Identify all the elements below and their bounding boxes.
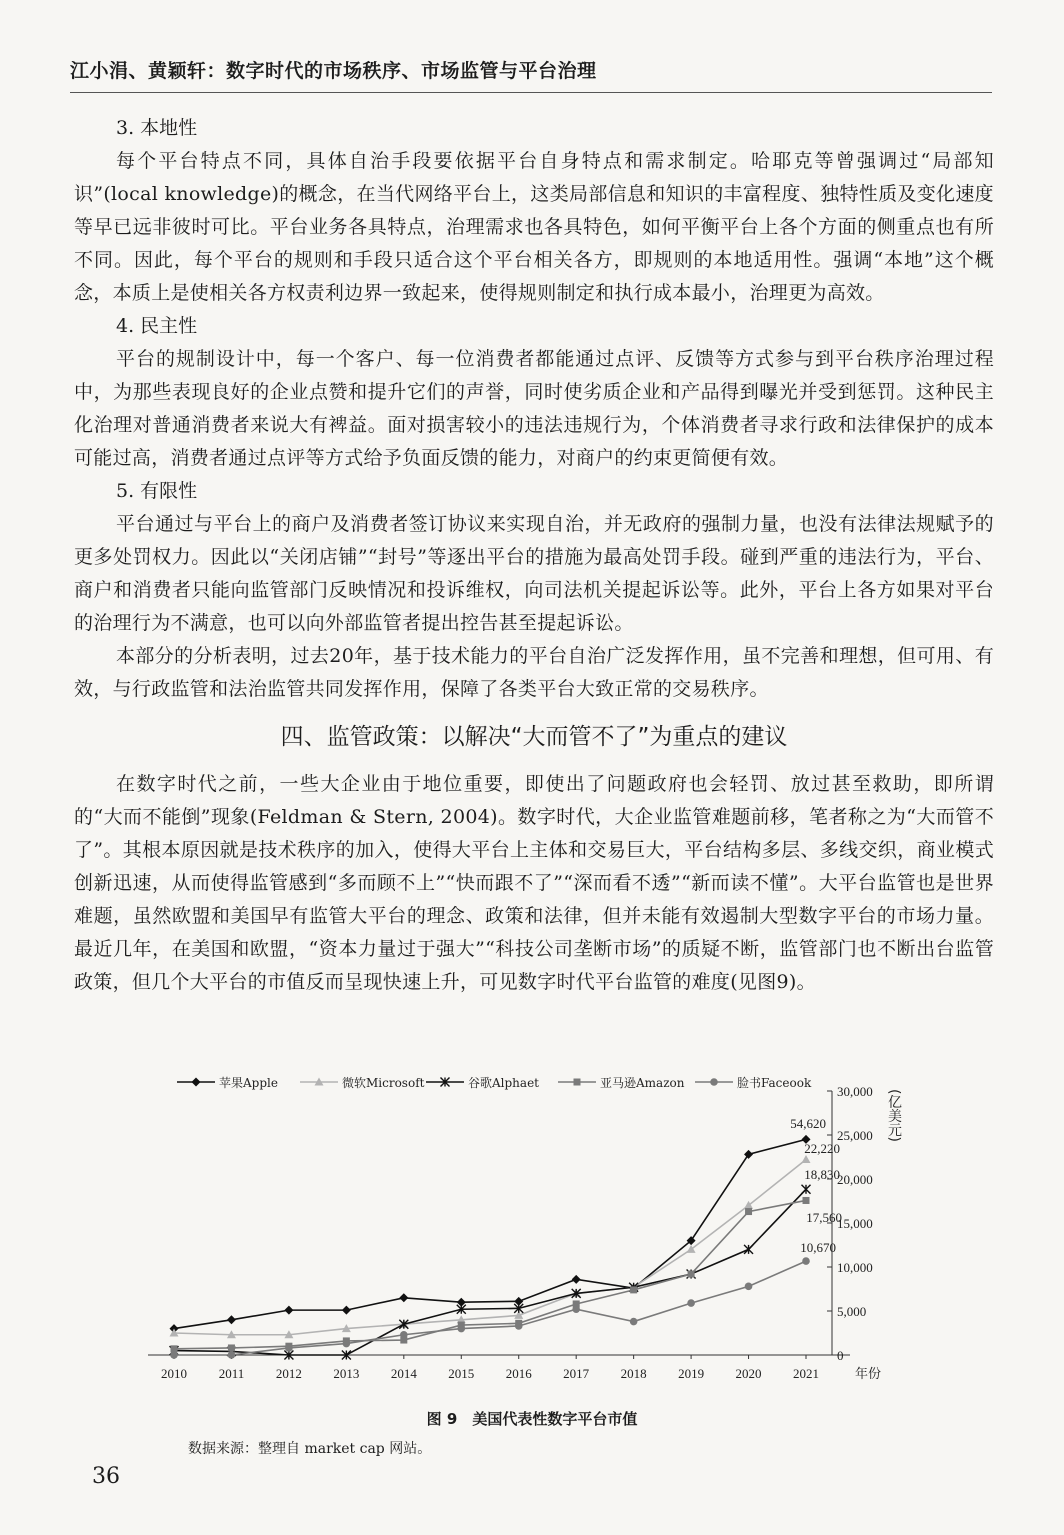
paragraph: 每个平台特点不同，具体自治手段要依据平台自身特点和需求制定。哈耶克等曾强调过“局部知识”(local knowledge)的概念，在当代网络平台上，这类局部信息和知识的丰富程度、独特性质及变化速度等早已远非彼时可比。平台业务各具特点，治理需求也各具特色，如何平衡平台上各个方面的侧重点也有所不同。因此，每个平台的规则和手段只适合这个平台相关各方，即规则的本地适用性。强调“本地”这个概念，本质上是使相关各方权责利边界一致起来，使得规则制定和执行成本最小，治理更为高效。 (74, 150, 994, 304)
circle-marker (170, 1351, 178, 1359)
y-axis-label: (亿美元) (886, 1089, 902, 1142)
paragraph: 平台通过与平台上的商户及消费者签订协议来实现自治，并无政府的强制力量，也没有法律法规赋予的更多处罚权力。因此以“关闭店铺”“封号”等逐出平台的措施为最高处罚手段。碰到严重的违法行为，平台、商户和消费者只能向监管部门反映情况和投诉维权，向司法机关提起诉讼等。此外，平台上各方如果对平台的治理行为不满意，也可以向外部监管者提出控告甚至提起诉讼。 (74, 513, 994, 634)
chart-annotations (790, 1116, 842, 1255)
x-tick-label: 2012 (275, 1366, 302, 1381)
diamond-marker (342, 1306, 351, 1315)
x-tick-label: 2020 (735, 1366, 762, 1381)
series-0 (170, 1135, 811, 1333)
running-header: 江小涓、黄颖轩：数字时代的市场秩序、市场监管与平台治理 (70, 60, 597, 82)
article-body (74, 112, 994, 999)
square-marker (228, 1344, 235, 1351)
circle-marker (630, 1318, 638, 1326)
x-tick-label: 2016 (505, 1366, 532, 1381)
y-tick-label: 25,000 (837, 1128, 873, 1143)
subsection-title-4: 4. 民主性 (116, 315, 198, 337)
figure-source: 数据来源：整理自 market cap 网站。 (188, 1441, 432, 1457)
circle-marker (515, 1322, 523, 1330)
y-tick-label: 5,000 (837, 1304, 867, 1319)
paragraph: 在数字时代之前，一些大企业由于地位重要，即使出了问题政府也会轻罚、放过甚至救助，即所谓的“大而不能倒”现象(Feldman & Stern, 2004)。数字时代，大企业监管难题前移，笔者称之为“大而管不了”。其根本原因就是技术秩序的加入，使得大平台上主体和交易巨大，平台结构多层、多线交织，商业模式创新迅速，从而使得监管感到“多而顾不上”“快而跟不了”“深而看不透”“新而读不懂”。大平台监管也是世界难题，虽然欧盟和美国早有监管大平台的理念、政策和法律，但并未能有效遏制大型数字平台的市场力量。最近几年，在美国和欧盟，“资本力量过于强大”“科技公司垄断市场”的质疑不断，监管部门也不断出台监管政策，但几个大平台的市值反而呈现快速上升，可见数字时代平台监管的难度(见图9)。 (74, 773, 994, 993)
y-tick-label: 10,000 (837, 1260, 873, 1275)
diamond-marker (744, 1150, 753, 1159)
diamond-marker (284, 1306, 293, 1315)
end-value-label: 17,560 (806, 1210, 842, 1225)
x-tick-label: 2018 (620, 1366, 647, 1381)
legend-entry (426, 1076, 539, 1090)
legend-entry (177, 1076, 278, 1090)
legend-label: 亚马逊Amazon (600, 1076, 685, 1090)
end-value-label: 22,220 (804, 1141, 840, 1156)
square-marker (688, 1271, 695, 1278)
series-line (174, 1189, 806, 1355)
diamond-marker (399, 1293, 408, 1302)
circle-marker (457, 1325, 465, 1333)
end-value-label: 18,830 (804, 1167, 840, 1182)
circle-marker (745, 1283, 753, 1291)
circle-marker (572, 1305, 580, 1313)
circle-marker (228, 1351, 236, 1359)
legend-entry (300, 1075, 425, 1090)
square-marker (630, 1286, 637, 1293)
x-tick-label: 2011 (218, 1366, 245, 1381)
x-tick-label: 2010 (161, 1366, 187, 1381)
x-tick-label: 2021 (793, 1366, 819, 1381)
circle-marker (710, 1078, 718, 1086)
x-tick-label: 2015 (448, 1366, 475, 1381)
x-tick-label: 2013 (333, 1366, 360, 1381)
subsection-title-5: 5. 有限性 (116, 480, 198, 502)
circle-marker (400, 1331, 408, 1339)
chart-series (170, 1135, 811, 1360)
square-marker (574, 1079, 581, 1086)
x-axis-label: 年份 (855, 1367, 882, 1382)
y-tick-label: 20,000 (837, 1172, 873, 1187)
paragraph: 本部分的分析表明，过去20年，基于技术能力的平台自治广泛发挥作用，虽不完善和理想，但可用、有效，与行政监管和法治监管共同发挥作用，保障了各类平台大致正常的交易秩序。 (74, 645, 994, 700)
chart-legend (177, 1075, 812, 1090)
section-heading: 四、监管政策：以解决“大而管不了”为重点的建议 (280, 724, 788, 750)
legend-label: 苹果Apple (219, 1076, 278, 1090)
legend-label: 脸书Faceook (737, 1076, 812, 1090)
circle-marker (285, 1344, 293, 1352)
series-3 (171, 1197, 810, 1352)
legend-entry (695, 1075, 812, 1090)
paragraph: 平台的规制设计中，每一个客户、每一位消费者都能通过点评、反馈等方式参与到平台秩序治理过程中，为那些表现良好的企业点赞和提升它们的声誉，同时使劣质企业和产品得到曝光并受到惩罚。这种民主化治理对普通消费者来说大有裨益。面对损害较小的违法违规行为，个体消费者寻求行政和法律保护的成本可能过高，消费者通过点评等方式给予负面反馈的能力，对商户的约束更简便有效。 (74, 348, 994, 469)
square-marker (803, 1197, 810, 1204)
y-tick-label: 15,000 (837, 1216, 873, 1231)
figure-caption: 图 9 美国代表性数字平台市值 (426, 1410, 638, 1428)
y-tick-label: 30,000 (837, 1084, 873, 1099)
header-rule (70, 92, 992, 93)
triangle-marker (802, 1155, 811, 1163)
circle-marker (687, 1299, 695, 1307)
legend-label: 微软Microsoft (342, 1076, 425, 1090)
diamond-marker (192, 1078, 201, 1087)
market-cap-chart (120, 1068, 920, 1388)
end-value-label: 54,620 (790, 1116, 826, 1131)
chart-axes (148, 1084, 902, 1382)
series-2 (170, 1185, 811, 1360)
circle-marker (343, 1340, 351, 1348)
x-tick-label: 2019 (678, 1366, 705, 1381)
diamond-marker (227, 1315, 236, 1324)
square-marker (745, 1208, 752, 1215)
circle-marker (802, 1257, 810, 1265)
diamond-marker (572, 1275, 581, 1284)
y-tick-label: 0 (837, 1348, 844, 1363)
subsection-title-3: 3. 本地性 (116, 117, 198, 139)
x-tick-label: 2014 (390, 1366, 417, 1381)
legend-label: 谷歌Alphaet (468, 1076, 539, 1090)
legend-entry (558, 1076, 685, 1090)
page-number: 36 (92, 1464, 120, 1489)
x-tick-label: 2017 (563, 1366, 590, 1381)
end-value-label: 10,670 (800, 1240, 836, 1255)
series-1 (170, 1155, 811, 1338)
